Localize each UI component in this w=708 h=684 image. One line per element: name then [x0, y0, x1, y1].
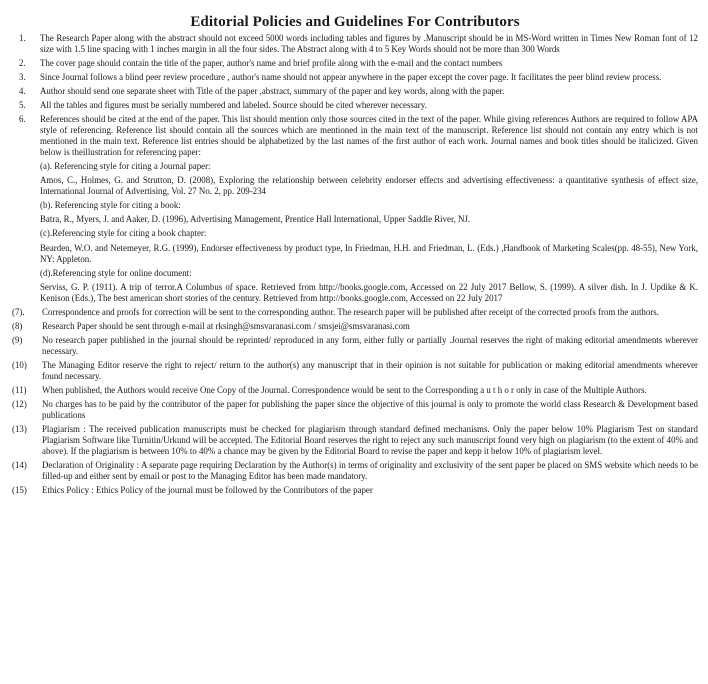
- item-number: 1.: [19, 33, 26, 43]
- item-number: (8): [12, 320, 23, 331]
- chapter-ref-example: Bearden, W.O. and Netemeyer, R.G. (1999), Endorser effectiveness by product type, In Friedman, H.H. and Friedman, L. (Eds.) ,Handbook of Marketing Scales(pp. 48-55), New York, NY: Appleton.: [40, 242, 698, 264]
- item-number: 6.: [19, 114, 26, 125]
- item-text: Since Journal follows a blind peer review procedure , author's name should not appear anywhere in the paper except the cover page. It facilitates the peer blind review process.: [40, 72, 662, 83]
- item-text: The cover page should contain the title of the paper, author's name and brief profile along with the e-mail and the contact numbers: [40, 58, 503, 69]
- item-text: No research paper published in the journal should be reprinted/ reproduced in any form, either fully or partially .Journal reserves the right of making editorial amendments wherever necessary.: [42, 334, 698, 356]
- list-item: [12, 58, 698, 69]
- list-item: [12, 33, 698, 55]
- document-page: [0, 14, 708, 684]
- list-item: [12, 485, 698, 496]
- item-text: Correspondence and proofs for correction will be sent to the corresponding author. The research paper will be published after receipt of the corrected proofs from the authors.: [42, 306, 659, 317]
- item-text: When published, the Authors would receive One Copy of the Journal. Correspondence would be sent to the Corresponding a u t h o r only in case of the Multiple Authors.: [42, 384, 647, 395]
- list-item: [12, 424, 698, 457]
- list-item: [12, 100, 698, 111]
- item-text: Declaration of Originality : A separate page requiring Declaration by the Author(s) in terms of originality and exclusivity of the sent paper be placed on SMS website which needs to be filled-up and either sent by email or post to the Managing Editor has been made mandatory.: [42, 460, 698, 482]
- item-number: 5.: [19, 100, 26, 111]
- item-number: (7).: [12, 306, 25, 317]
- journal-ref-label: (a). Referencing style for citing a Journal paper:: [40, 161, 211, 172]
- list-item: [12, 460, 698, 482]
- list-item: [12, 399, 698, 421]
- item-text: The Research Paper along with the abstract should not exceed 5000 words including tables and figures by .Manuscript should be in MS-Word written in Times New Roman font of 12 size with 1.5 line spacing with 1 inches margin in all the four sides. The Abstract along with 4 to 5 Key Words should not be more than 300 Words: [40, 33, 698, 55]
- references-section: [40, 114, 698, 303]
- list-item: [12, 360, 698, 382]
- online-ref-label: (d).Referencing style for online document:: [40, 267, 192, 278]
- list-item: [12, 385, 698, 396]
- item-number: (9): [12, 334, 23, 345]
- item-text: Ethics Policy : Ethics Policy of the journal must be followed by the Contributors of the paper: [42, 485, 373, 496]
- item-text: No charges has to be paid by the contributor of the paper for publishing the paper since the objective of this journal is only to promote the world class Research & Development based publications: [42, 398, 698, 420]
- online-ref-example: Serviss, G. P. (1911). A trip of terror.A Columbus of space. Retrieved from http://books.google.com, Accessed on 22 July 2017 Bellow, S. (1999). A silver dish. In J. Updike & K. Kenison (Eds.), The best american short stories of the century. Retrieved from http://books.google.com, Accessed on 22 July 2017: [40, 281, 698, 303]
- page-title: Editorial Policies and Guidelines For Contributors: [190, 14, 520, 30]
- item-number: (10): [12, 359, 27, 370]
- guidelines-list: [12, 33, 698, 496]
- item-number: 4.: [19, 86, 26, 97]
- item-number: (14): [12, 460, 27, 471]
- journal-ref-example: Amos, C., Holmes, G. and Strutton, D. (2008), Exploring the relationship between celebrity endorser effects and advertising effectiveness: a quantitative synthesis of effect size, International Journal of Advertising, Vol. 27 No. 2, pp. 209-234: [40, 175, 698, 197]
- item-number: (15): [12, 485, 27, 496]
- item-text: Plagiarism : The received publication manuscripts must be checked for plagiarism through standard defined mechanisms. Only the paper below 10% Plagiarism Test on standard Plagiarism Software like Turnitin/Urkund will be accepted. The Editorial Board reserves the right to reject any such manuscript found very high on plagiarism (to the extent of 40% and above). If the plagiarism is between 10% to 40% a chance may be given by the Editorial Board to revise the paper and kepp it below 10% of plagiarism level.: [42, 423, 698, 456]
- list-item: [12, 307, 698, 318]
- item-number: 2.: [19, 58, 26, 69]
- chapter-ref-label: (c).Referencing style for citing a book chapter:: [40, 228, 207, 239]
- book-ref-label: (b). Referencing style for citing a book:: [40, 200, 181, 211]
- item-number: (13): [12, 423, 27, 434]
- item-text: References should be cited at the end of the paper. This list should mention only those sources cited in the text of the paper. While giving references Authors are required to follow APA style of referencing. Reference list should contain all the sources which are mentioned in the main text of the manuscript. Reference list should not contain any entry which is not mentioned in the main text. Reference list entries should be alphabetized by the last names of the first author of each work. Journal names and book titles should be italicized. Given below is theillustration for referencing paper:: [40, 114, 698, 158]
- list-item: [12, 72, 698, 83]
- list-item: [12, 114, 698, 303]
- item-number: 3.: [19, 72, 26, 83]
- item-text: The Managing Editor reserve the right to reject/ return to the author(s) any manuscript that in their opinion is not suitable for publication or making editorial amendments wherever found necessary.: [42, 359, 698, 381]
- item-number: (12): [12, 398, 27, 409]
- book-ref-example: Batra, R., Myers, J. and Aaker, D. (1996), Advertising Management, Prentice Hall International, Upper Saddle River, NJ.: [40, 214, 471, 225]
- item-number: (11): [12, 384, 27, 395]
- list-item: [12, 86, 698, 97]
- list-item: [12, 335, 698, 357]
- list-item: [12, 321, 698, 332]
- item-text: Research Paper should be sent through e-mail at rksingh@smsvaranasi.com / smsjei@smsvaranasi.com: [42, 320, 410, 331]
- item-text: Author should send one separate sheet with Title of the paper ,abstract, summary of the paper and key words, along with the paper.: [40, 86, 505, 97]
- item-text: All the tables and figures must be serially numbered and labeled. Source should be cited wherever necessary.: [40, 100, 427, 111]
